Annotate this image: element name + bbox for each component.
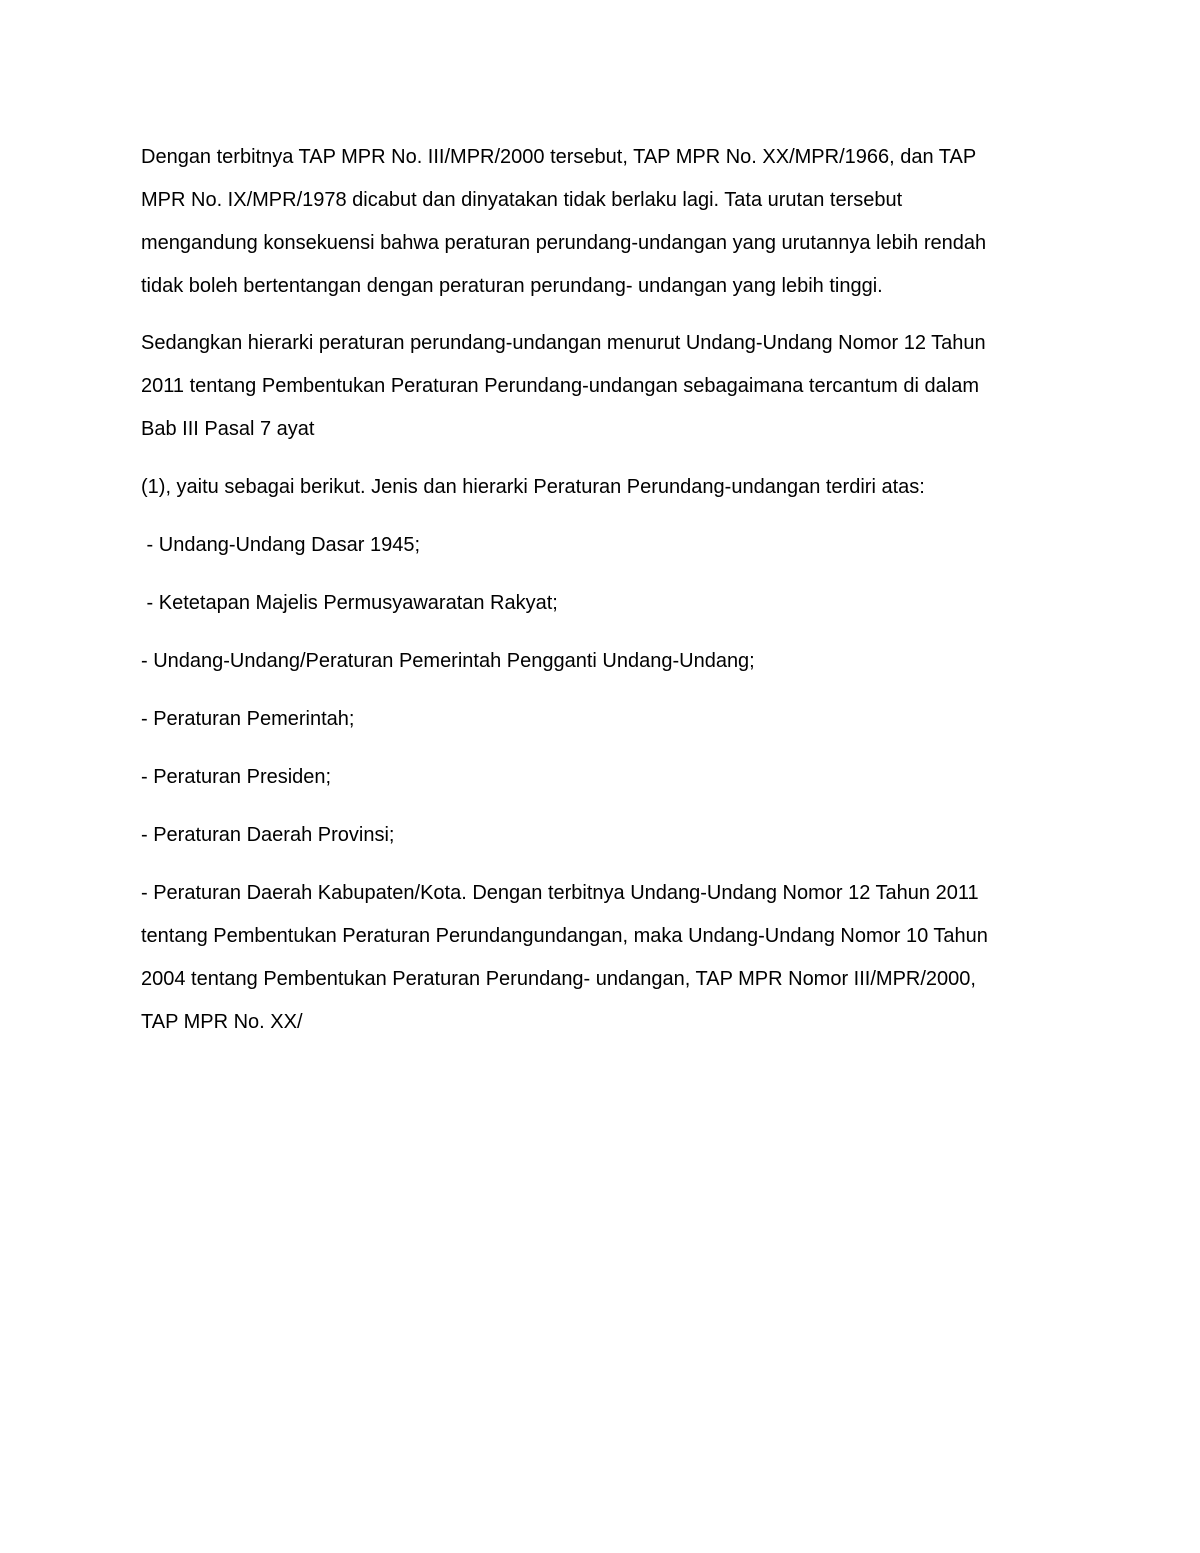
text-line: (1), yaitu sebagai berikut. Jenis dan hierarki Peraturan Perundang-undangan terdiri atas: bbox=[141, 476, 925, 498]
list-item: - Peraturan Presiden; bbox=[141, 766, 332, 788]
text-line: tentang Pembentukan Peraturan Perundangundangan, maka Undang-Undang Nomor 10 Tahun bbox=[141, 925, 988, 947]
list-item: - Undang-Undang Dasar 1945; bbox=[141, 534, 421, 556]
document-body bbox=[141, 136, 1071, 1044]
text-line: Dengan terbitnya TAP MPR No. III/MPR/2000 tersebut, TAP MPR No. XX/MPR/1966, dan TAP bbox=[141, 146, 977, 168]
list-item: - Peraturan Daerah Provinsi; bbox=[141, 824, 395, 846]
text-line: Bab III Pasal 7 ayat bbox=[141, 418, 315, 440]
text-line: - Peraturan Daerah Kabupaten/Kota. Dengan terbitnya Undang-Undang Nomor 12 Tahun 2011 bbox=[141, 882, 979, 904]
text-line: MPR No. IX/MPR/1978 dicabut dan dinyatakan tidak berlaku lagi. Tata urutan tersebut bbox=[141, 189, 903, 211]
paragraph-tap-mpr bbox=[141, 136, 1071, 308]
list-item: - Peraturan Pemerintah; bbox=[141, 708, 355, 730]
text-line: 2011 tentang Pembentukan Peraturan Perundang-undangan sebagaimana tercantum di dalam bbox=[141, 375, 979, 397]
hierarchy-list bbox=[141, 524, 1071, 857]
text-line: TAP MPR No. XX/ bbox=[141, 1011, 303, 1033]
text-line: tidak boleh bertentangan dengan peraturan perundang- undangan yang lebih tinggi. bbox=[141, 275, 883, 297]
text-line: Sedangkan hierarki peraturan perundang-undangan menurut Undang-Undang Nomor 12 Tahun bbox=[141, 332, 986, 354]
list-item: - Undang-Undang/Peraturan Pemerintah Pengganti Undang-Undang; bbox=[141, 650, 755, 672]
text-line: mengandung konsekuensi bahwa peraturan perundang-undangan yang urutannya lebih rendah bbox=[141, 232, 987, 254]
list-item: - Ketetapan Majelis Permusyawaratan Rakyat; bbox=[141, 592, 558, 614]
paragraph-hierarki bbox=[141, 322, 1071, 451]
text-line: 2004 tentang Pembentukan Peraturan Perundang- undangan, TAP MPR Nomor III/MPR/2000, bbox=[141, 968, 976, 990]
paragraph-closing bbox=[141, 872, 1071, 1044]
paragraph-jenis bbox=[141, 466, 1071, 509]
